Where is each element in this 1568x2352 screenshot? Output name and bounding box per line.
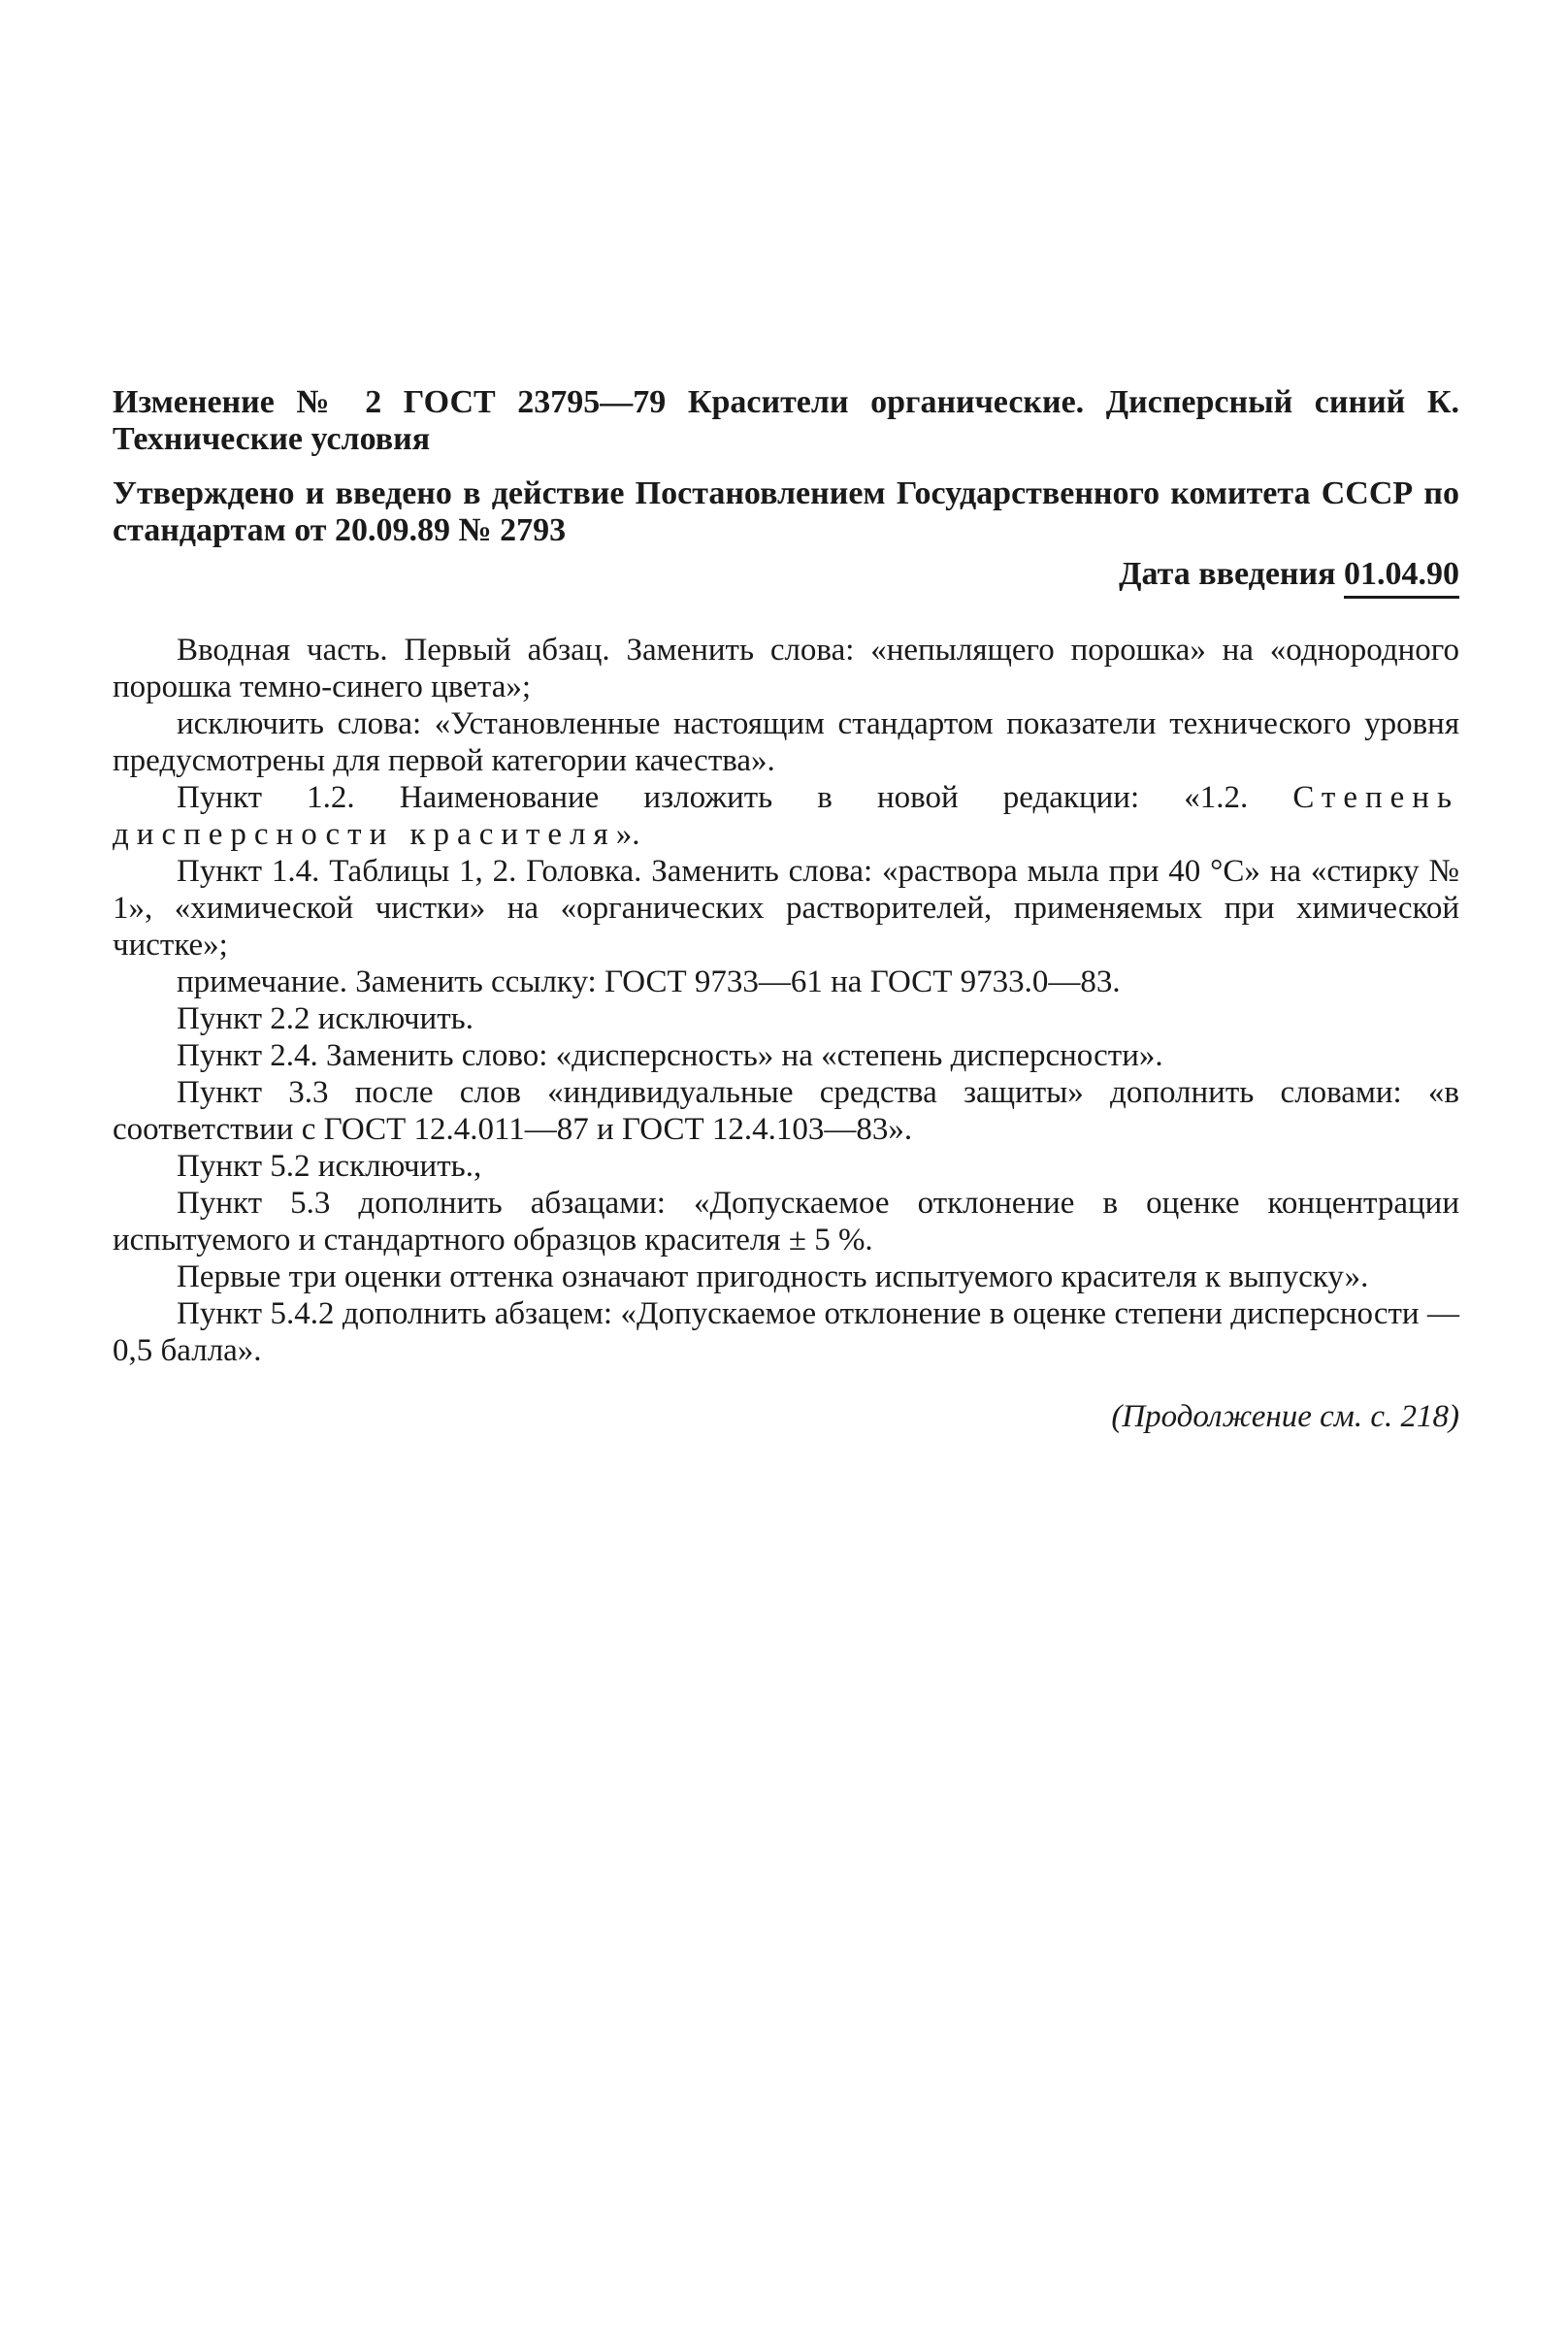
paragraph <box>113 779 1459 853</box>
paragraph: Вводная часть. Первый абзац. Заменить слова: «непылящего порошка» на «однородного порошка темно-синего цвета»; <box>113 633 1459 704</box>
date-value: 01.04.90 <box>1344 555 1459 599</box>
paragraph: примечание. Заменить ссылку: ГОСТ 9733—61 на ГОСТ 9733.0—83. <box>177 964 1121 999</box>
paragraph: Пункт 5.2 исключить., <box>177 1149 482 1184</box>
document-page <box>113 384 1459 1435</box>
spaced-term: Степень дисперсности красителя <box>113 780 1459 852</box>
paragraph: Пункт 2.4. Заменить слово: «дисперсность» на «степень дисперсности». <box>177 1038 1163 1073</box>
date-label: Дата введения <box>1119 556 1336 592</box>
continued-note: (Продолжение см. с. 218) <box>1111 1399 1459 1434</box>
effective-date <box>113 555 1459 599</box>
approval-statement: Утверждено и введено в действие Постановлением Государственного комитета СССР по стандартам от 20.09.89 № 2793 <box>113 475 1459 548</box>
paragraph: исключить слова: «Установленные настоящим стандартом показатели технического уровня предусмотрены для первой категории качества». <box>113 706 1459 778</box>
paragraph: Пункт 5.4.2 дополнить абзацем: «Допускаемое отклонение в оценке степени дисперсности — 0,5 балла». <box>113 1296 1459 1368</box>
header-block <box>113 384 1459 549</box>
amendment-body <box>113 632 1459 1369</box>
paragraph: Пункт 5.3 дополнить абзацами: «Допускаемое отклонение в оценке концентрации испытуемого и стандартного образцов красителя ± 5 %. <box>113 1186 1459 1258</box>
paragraph: Пункт 2.2 исключить. <box>177 1001 474 1036</box>
paragraph: Пункт 1.4. Таблицы 1, 2. Головка. Заменить слова: «раствора мыла при 40 °С» на «стирку № 1», «химической чистки» на «органических растворителей, применяемых при химической чистке»; <box>113 854 1459 963</box>
paragraph: Первые три оценки оттенка означают пригодность испытуемого красителя к выпуску». <box>177 1259 1369 1294</box>
paragraph-prefix: Пункт 1.2. Наименование изложить в новой редакции: «1.2. <box>177 780 1293 815</box>
paragraph-suffix: ». <box>615 817 640 852</box>
document-title: Изменение № 2 ГОСТ 23795—79 Красители органические. Дисперсный синий К. Технические условия <box>113 384 1459 457</box>
paragraph: Пункт 3.3 после слов «индивидуальные средства защиты» дополнить словами: «в соответствии с ГОСТ 12.4.011—87 и ГОСТ 12.4.103—83». <box>113 1075 1459 1147</box>
